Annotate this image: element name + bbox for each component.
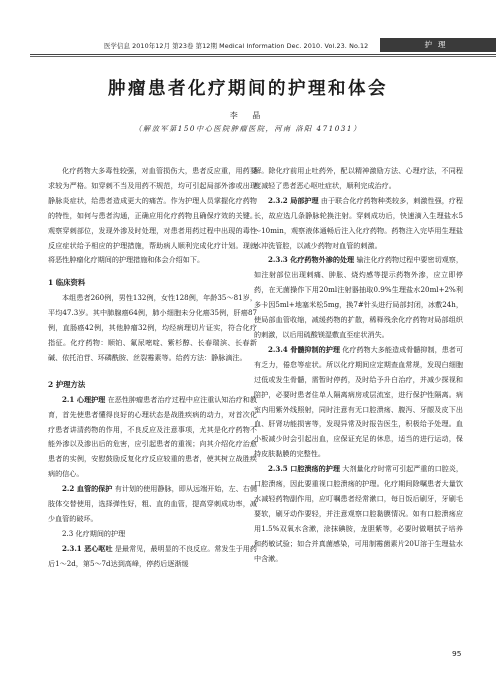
subsection-2-3-5 (254, 462, 463, 566)
subsection-2-3-2 (254, 194, 463, 254)
subsection-2-1-body: 在恶性肿瘤患者治疗过程中应注重认知治疗和教育，首先使患者懂得良好的心理状态是战胜疾病的动力，对首次化疗患者讲清药物的作用，不良反应及注意事项，尤其是化疗药物不能外渗以及渗出后的危害，应引起患者的重视；向其介绍化疗治愈患者的实例，安慰鼓励反复化疗反应较重的患者，使其树立战胜疾病的信心。 (48, 394, 257, 479)
subsection-2-2-heading: 2.2 血管的保护 (62, 484, 113, 494)
section-2-heading: 2 护理方法 (48, 379, 86, 389)
page-number: 95 (452, 649, 462, 658)
subsection-2-3-4-heading: 2.3.4 骨髓抑制的护理 (268, 344, 340, 354)
subsection-2-3-1-body: 是最常见，最明显的不良反应。常发生于用药后1～2d，第5～7d达到高峰，停药后逐渐缓 (48, 543, 257, 568)
subsection-2-2-body: 有计划的使用静脉，即从远端开始，左、右侧肢体交替使用，选择弹性好，粗、直的血管，提高穿刺成功率，减少血管的破坏。 (48, 484, 257, 523)
subsection-2-3-3-body: 输注化疗药物过程中要密切观察，如注射部位出现刺痛、肿胀、烧灼感等提示药物外渗，应立即停药，在无菌操作下用20ml注射器抽取0.9%生理盐水20ml+2%利多卡因5ml+地塞米松5mg，换7#针头进行局部封闭，冰敷24h，使局部血管收缩，减缓药物的扩散，稀释残余化疗药物对局部组织的刺激，以后用硫酸镁湿敷直至症状消失。 (254, 255, 463, 339)
journal-header: 医学信息 2010年12月 第23卷 第12期 Medical Information Dec. 2010. Vol.23. No.12 (104, 42, 369, 50)
section-1-body: 本组患者260例，男性132例，女性128例，年龄35～81岁，平均47.3岁。其中肺腺癌64例，肺小细胞未分化癌35例，肝癌87例，直肠癌42例，其他肿瘤32例，均经病理切片证实，符合化疗指征。化疗药物：顺铂、氟尿嘧啶、紫杉醇、长春瑞滨、长春新碱、依托泊苷、环磷酰胺、丝裂霉素等。给药方法：静脉滴注。 (48, 293, 257, 362)
right-column (254, 164, 463, 566)
header-rule (30, 54, 496, 55)
continued-paragraph: 解。除化疗前用止吐药外，配以精神激励方法、心理疗法，不同程度减轻了患者恶心呕吐症状，顺利完成治疗。 (254, 166, 463, 190)
article-affiliation: （解放军第150中心医院肿瘤医院，河南 洛阳 471031） (134, 124, 362, 133)
intro-paragraph: 化疗药物大多毒性较强，对血管损伤大，患者反应重，用药要求较为严格。如穿刺不当及用药不规范，均可引起局部外渗或出现静脉炎症状，给患者造成更大的痛苦。作为护理人员掌握化疗药物的特性，如何与患者沟通，正确应用化疗药物且确保疗效的关键。观察穿刺部位，发现外渗及时处理，对患者用药过程中出现的毒性反应症状给予相应的护理措施，帮助病人顺利完成化疗计划。现就将恶性肿瘤化疗期间的护理措施和体会介绍如下。 (48, 166, 257, 265)
subsection-2-3-4 (254, 343, 463, 462)
subsection-2-3-1-heading: 2.3.1 恶心呕吐 (62, 543, 113, 553)
subsection-2-3-3-heading: 2.3.3 化疗药物外渗的处理 (268, 255, 355, 265)
subsection-2-3-3 (254, 253, 463, 342)
subsection-2-3-2-heading: 2.3.2 局部护理 (268, 195, 319, 205)
header-rule-thin (30, 56, 496, 57)
subsection-2-3-heading: 2.3 化疗期间的护理 (62, 528, 126, 538)
subsection-2-3-2-body: 由于联合化疗药物种类较多，刺激性强，疗程长，故应选几条静脉轮换注射。穿刺成功后，快速滴入生理盐水5～10min，观察液体通畅后注入化疗药物。药物注入完毕用生理盐水冲洗管腔，以减少药物对血管的刺激。 (254, 195, 463, 250)
subsection-2-3-4-body: 化疗药物大多能造成骨髓抑制，患者可有乏力，倦怠等症状。所以化疗期间应定期查血常规，发现白细胞过低或发生骨髓，需暂时停药，及时给予升白治疗，并减少探视和陪护，必要时患者住单人隔离病房或层流室，进行保护性隔离。病室内用紫外线照射，同时注意有无口腔溃疡、腹泻、牙龈及皮下出血、肝肾功能损害等，发现异常及时报告医生，积极给予处理。血小板减少时会引起出血，应保证充足的休息，适当的进行运动，保持皮肤黏膜的完整性。 (254, 344, 463, 459)
subsection-2-1-heading: 2.1 心理护理 (62, 394, 106, 404)
subsection-2-3-5-heading: 2.3.5 口腔溃疡的护理 (268, 464, 340, 474)
section-1-heading: 1 临床资料 (48, 278, 86, 288)
subsection-2-1 (48, 393, 257, 482)
subsection-2-2 (48, 482, 257, 527)
subsection-2-3-1 (48, 542, 257, 572)
subsection-2-3-5-body: 大剂量化疗时常可引起严重的口腔炎，口腔溃疡，因此要重视口腔溃疡的护理。化疗期间除嘱患者大量饮水减轻药物副作用，应叮嘱患者经常漱口，每日饭后刷牙，牙刷毛要软，刷牙动作要轻，并注意观察口腔黏膜情况。如有口腔溃疡应用1.5%双氧水含漱，涂抹碘胺，龙胆紫等，必要时做咽拭子培养和药敏试验；如合并真菌感染，可用制霉菌素片20U溶于生理盐水中含漱。 (254, 464, 463, 563)
article-author: 李 晶 (229, 111, 267, 120)
left-column (48, 164, 257, 572)
section-label: 护理 (380, 38, 496, 52)
article-title: 肿瘤患者化疗期间的护理和体会 (108, 79, 388, 99)
